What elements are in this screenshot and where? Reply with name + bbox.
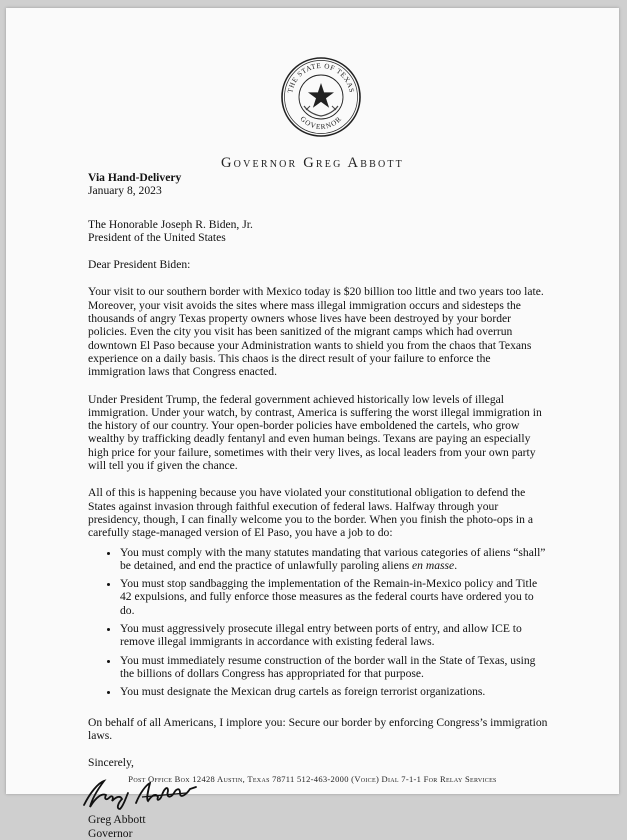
list-item: • You must stop sandbagging the implementation of the Remain-in-Mexico policy and Title 42 expulsions, and fully enforce those measures as the federal courts have ordered you to do. — [120, 577, 548, 617]
recipient-title: President of the United States — [88, 230, 226, 244]
list-item: • You must designate the Mexican drug cartels as foreign terrorist organizations. — [120, 685, 548, 698]
letter-date: January 8, 2023 — [88, 184, 162, 198]
recipient-name: The Honorable Joseph R. Biden, Jr. — [88, 217, 253, 231]
paragraph-3: All of this is happening because you have violated your constitutional obligation to defend the States against invasion through faithful execution of federal laws. Halfway through your presidency, though, I can finally welcome you to the border. When you finish the photo-ops in a carefully stage-managed version of El Paso, you have a job to do: — [88, 486, 533, 540]
paragraph-1: Your visit to our southern border with Mexico today is $20 billion too little and two years too late. Moreover, your visit avoids the sites where mass illegal immigration occurs and sidesteps the thousands of angry Texas property owners whose lives have been destroyed by your border policies. Even the city you visit has been sanitized of the migrant camps which had overrun downtown El Paso because your Administration wants to shield you from the chaos that Texans experience on a daily basis. This chaos is the direct result of your failure to enforce the immigration laws that Congress enacted. — [88, 285, 544, 379]
signer-name: Greg Abbott — [88, 813, 146, 827]
footer-contact: Post Office Box 12428 Austin, Texas 78711 512-463-2000 (Voice) Dial 7-1-1 For Relay Services — [128, 774, 497, 784]
signer-title: Governor — [88, 826, 133, 840]
svg-text:THE STATE OF TEXAS: THE STATE OF TEXAS — [286, 61, 356, 94]
list-item: • You must immediately resume construction of the border wall in the State of Texas, using the billions of dollars Congress has appropriated for that purpose. — [120, 654, 548, 681]
salutation: Dear President Biden: — [88, 258, 191, 272]
texas-governor-seal-icon — [280, 56, 362, 138]
closing: Sincerely, — [88, 756, 134, 770]
list-item: • You must aggressively prosecute illegal entry between ports of entry, and allow ICE to remove illegal immigrants in accordance with existing federal laws. — [120, 622, 548, 649]
svg-text:GOVERNOR: GOVERNOR — [298, 114, 344, 132]
closing-paragraph: On behalf of all Americans, I implore you: Secure our border by enforcing Congress’s immigration laws. — [88, 715, 548, 742]
paragraph-2: Under President Trump, the federal government achieved historically low levels of illegal immigration. Under your watch, by contrast, America is suffering the worst illegal immigration in the history of our country. Your open-border policies have emboldened the cartels, who grow wealthy by trafficking deadly fentanyl and even human beings. Texans are paying an especially high price for your failure, sometimes with their very lives, as local leaders from your own party will tell you if given the chance. — [88, 392, 542, 473]
letter-body — [88, 171, 548, 840]
delivery-method: Via Hand-Delivery — [88, 171, 182, 184]
demands-list — [88, 546, 548, 699]
list-item: • You must comply with the many statutes mandating that various categories of aliens “shall” be detained, and end the practice of unlawfully paroling aliens en masse. — [120, 546, 548, 573]
letter-page — [6, 8, 619, 840]
letterhead-title: Governor Greg Abbott — [221, 155, 404, 171]
